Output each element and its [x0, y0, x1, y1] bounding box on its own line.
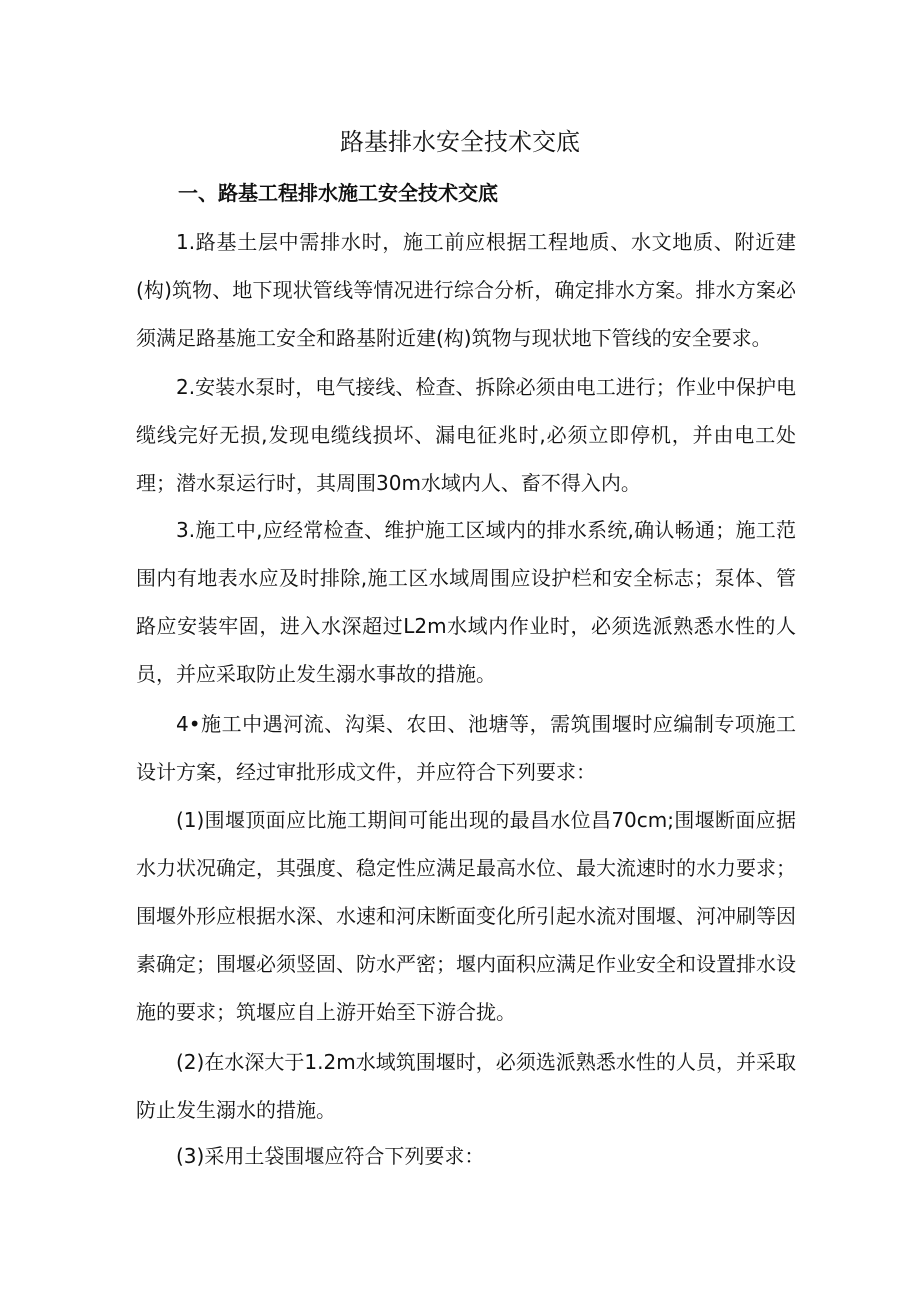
paragraph-3: 3.施工中,应经常检查、维护施工区域内的排水系统,确认畅通；施工范围内有地表水应及时排除,施工区水域周围应设护栏和安全标志；泵体、管路应安装牢固，进入水深超过L2m水域内作业时，必须选派熟悉水性的人员，并应采取防止发生溺水事故的措施。: [136, 518, 796, 686]
paragraph-5: (1)围堰顶面应比施工期间可能出现的最昌水位昌70cm;围堰断面应据水力状况确定，其强度、稳定性应满足最高水位、最大流速时的水力要求；围堰外形应根据水深、水速和河床断面变化所引起水流对围堰、河冲刷等因素确定；围堰必须竖固、防水严密；堰内面积应满足作业安全和设置排水设施的要求；筑堰应自上游开始至下游合拢。: [136, 808, 796, 1024]
paragraph-1: 1.路基土层中需排水时，施工前应根据工程地质、水文地质、附近建(构)筑物、地下现状管线等情况进行综合分析，确定排水方案。排水方案必须满足路基施工安全和路基附近建(构)筑物与现状地下管线的安全要求。: [136, 230, 796, 350]
paragraph-6: (2)在水深大于1.2m水域筑围堰时，必须选派熟悉水性的人员，并采取防止发生溺水的措施。: [136, 1050, 796, 1122]
document-title: 路基排水安全技术交底: [340, 128, 580, 156]
paragraph-4: 4•施工中遇河流、沟渠、农田、池塘等，需筑围堰时应编制专项施工设计方案，经过审批形成文件，并应符合下列要求：: [136, 712, 796, 784]
paragraph-7: (3)采用土袋围堰应符合下列要求：: [176, 1144, 485, 1168]
section-heading: 一、路基工程排水施工安全技术交底: [178, 181, 498, 205]
paragraph-2: 2.安装水泵时，电气接线、检查、拆除必须由电工进行；作业中保护电缆线完好无损,发现电缆线损坏、漏电征兆时,必须立即停机，并由电工处理；潜水泵运行时，其周围30m水域内人、畜不得入内。: [136, 375, 796, 495]
